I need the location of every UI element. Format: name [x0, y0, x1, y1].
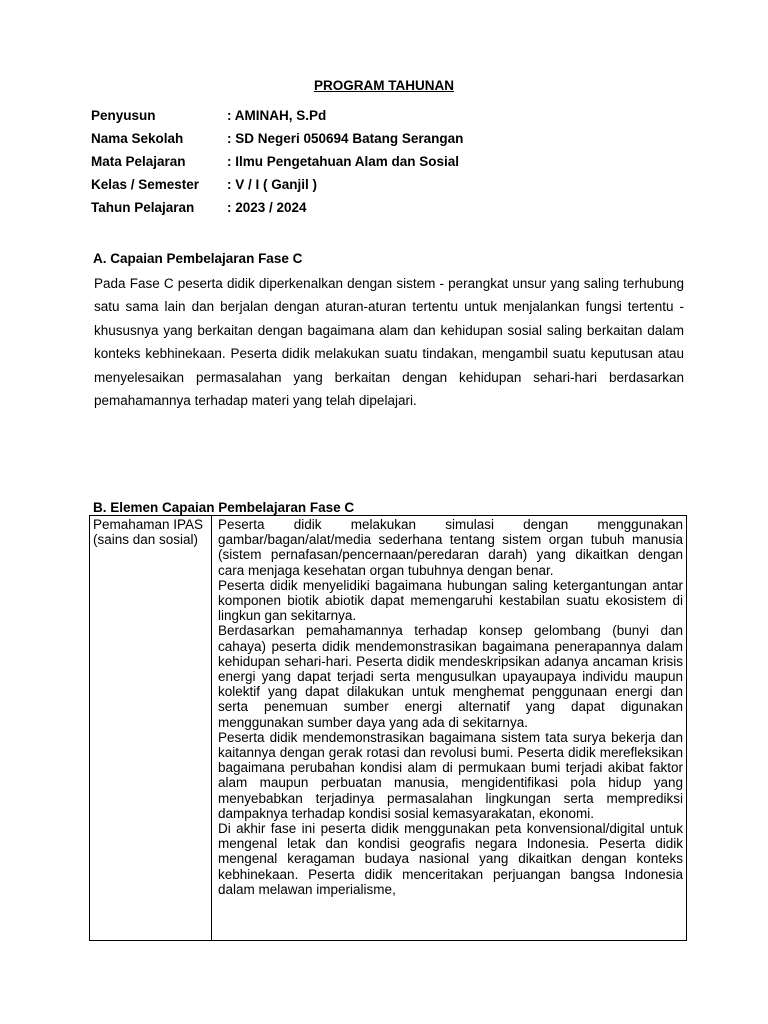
info-value: : SD Negeri 050694 Batang Serangan: [227, 131, 464, 146]
info-label: Kelas / Semester: [91, 177, 200, 192]
info-value: : Ilmu Pengetahuan Alam dan Sosial: [227, 154, 460, 169]
section-a-paragraph: Pada Fase C peserta didik diperkenalkan dengan sistem - perangkat unsur yang saling terhubung satu sama lain dan berjalan dengan aturan-aturan tertentu untuk menjalankan fungsi tertentu - khususnya yang berkaitan dengan bagaimana alam dan kehidupan sosial saling berkaitan dalam konteks kebhinekaan. Peserta didik melakukan suatu tindakan, mengambil suatu keputusan atau menyelesaikan permasalahan yang berkaitan dengan kehidupan sehari-hari berdasarkan pemahamannya terhadap materi yang telah dipelajari.: [94, 276, 684, 409]
document-title: PROGRAM TAHUNAN: [314, 78, 454, 93]
info-label: Tahun Pelajaran: [91, 200, 195, 215]
info-row-school: [91, 131, 463, 154]
description-paragraph: Peserta didik melakukan simulasi dengan menggunakan gambar/bagan/alat/media sederhana tentang sistem organ tubuh manusia (sistem pernafasan/pencernaan/peredaran darah) yang dikaitkan dengan cara menjaga kesehatan organ tubuhnya dengan benar.: [218, 517, 683, 578]
section-b-heading: B. Elemen Capaian Pembelajaran Fase C: [93, 500, 355, 515]
info-label: Penyusun: [91, 108, 156, 123]
description-paragraph: Peserta didik menyelidiki bagaimana hubungan saling ketergantungan antar komponen biotik abiotik dapat memengaruhi kestabilan suatu ekosistem di lingkun gan sekitarnya.: [218, 577, 683, 624]
document-info: [91, 108, 463, 223]
elements-table: [89, 515, 687, 941]
info-row-author: [91, 108, 463, 131]
info-row-year: [91, 200, 463, 223]
info-row-class: [91, 177, 463, 200]
info-label: Nama Sekolah: [91, 131, 184, 146]
description-paragraph: Berdasarkan pemahamannya terhadap konsep gelombang (bunyi dan cahaya) peserta didik mendemonstrasikan bagaimana penerapannya dalam kehidupan sehari-hari. Peserta didik mendeskripsikan adanya ancaman krisis energi yang dapat terjadi serta mengusulkan upayaupaya individu maupun kolektif yang dapat dilakukan untuk menghemat penggunaan energi dan serta penemuan sumber energi alternatif yang dapat digunakan menggunakan sumber daya yang ada di sekitarnya.: [218, 623, 683, 730]
info-value: : AMINAH, S.Pd: [227, 108, 327, 123]
element-name-cell: Pemahaman IPAS (sains dan sosial): [90, 516, 212, 940]
element-description-cell: [212, 516, 686, 940]
info-value: : 2023 / 2024: [227, 200, 307, 215]
info-row-subject: [91, 154, 463, 177]
description-paragraph: Peserta didik mendemonstrasikan bagaimana sistem tata surya bekerja dan kaitannya dengan gerak rotasi dan revolusi bumi. Peserta didik merefleksikan bagaimana perubahan kondisi alam di permukaan bumi terjadi akibat faktor alam maupun perbuatan manusia, mengidentifikasi pola hidup yang menyebabkan terjadinya permasalahan lingkungan serta memprediksi dampaknya terhadap kondisi sosial kemasyarakatan, ekonomi.: [218, 729, 683, 821]
info-value: : V / I ( Ganjil ): [227, 177, 318, 192]
description-paragraph: Di akhir fase ini peserta didik menggunakan peta konvensional/digital untuk mengenal letak dan kondisi geografis negara Indonesia. Peserta didik mengenal keragaman budaya nasional yang dikaitkan dengan konteks kebhinekaan. Peserta didik menceritakan perjuangan bangsa Indonesia dalam melawan imperialisme,: [218, 821, 683, 897]
section-a-heading: A. Capaian Pembelajaran Fase C: [93, 251, 303, 266]
info-label: Mata Pelajaran: [91, 154, 186, 169]
